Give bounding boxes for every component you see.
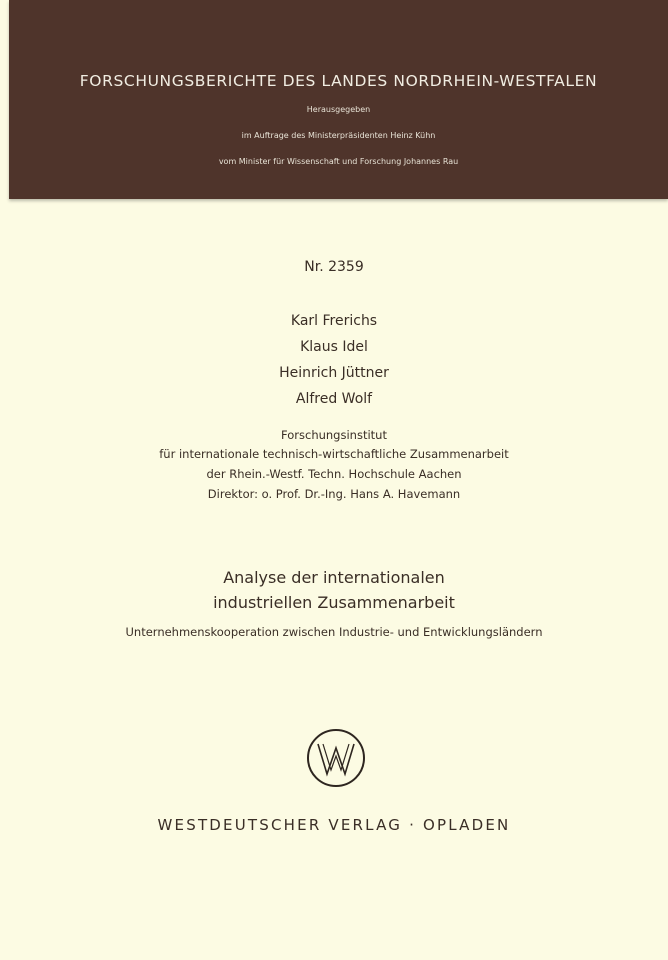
publisher-name: WESTDEUTSCHER VERLAG · OPLADEN [157,816,511,834]
book-subtitle: Unternehmenskooperation zwischen Industrie- und Entwicklungsländern [125,625,543,639]
book-title-line: Analyse der internationalen [223,568,445,587]
series-editor-line: Herausgegeben [306,105,371,114]
author: Karl Frerichs [290,313,378,329]
series-editor-line: im Auftrage des Ministerpräsidenten Heinz Kühn [241,131,436,140]
institute-line: der Rhein.-Westf. Techn. Hochschule Aachen [206,467,462,481]
series-header-band [9,0,668,199]
report-number: Nr. 2359 [304,259,364,275]
book-title-line: industriellen Zusammenarbeit [213,593,455,612]
institute-line: Direktor: o. Prof. Dr.-Ing. Hans A. Havemann [207,487,461,501]
author: Alfred Wolf [295,391,373,407]
author: Heinrich Jüttner [279,365,389,381]
series-editor-line: vom Minister für Wissenschaft und Forschung Johannes Rau [218,157,459,166]
institute-line: Forschungsinstitut [281,428,387,442]
institute-line: für internationale technisch-wirtschaftliche Zusammenarbeit [159,447,509,461]
publisher-logo-icon [306,728,366,788]
author: Klaus Idel [300,339,368,355]
series-title: FORSCHUNGSBERICHTE DES LANDES NORDRHEIN-WESTFALEN [79,72,598,90]
